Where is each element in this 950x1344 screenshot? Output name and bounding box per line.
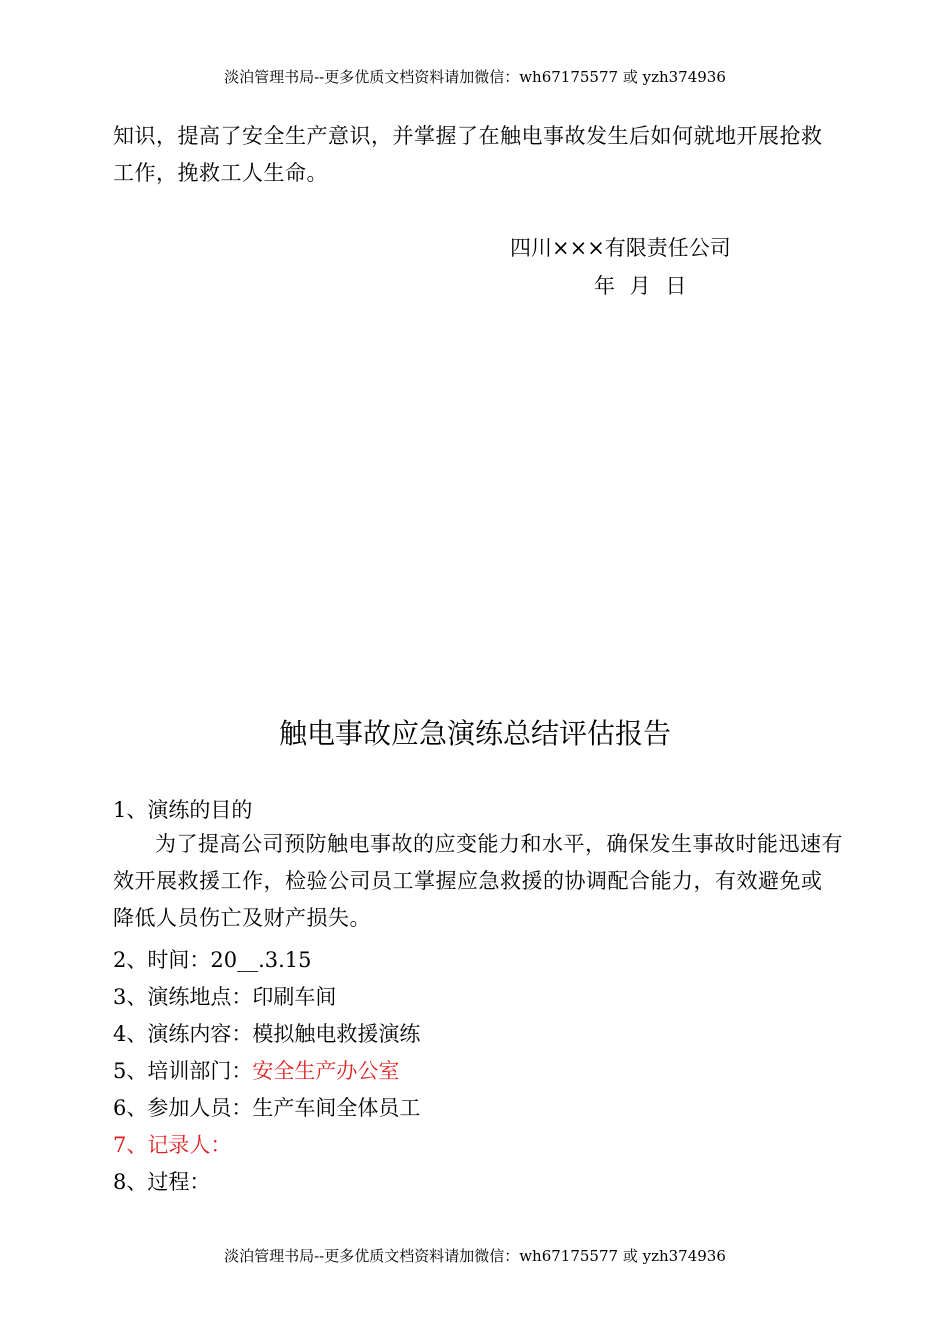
purpose-body: 为了提高公司预防触电事故的应变能力和水平，确保发生事故时能迅速有效开展救援工作，检验公司员工掌握应急救援的协调配合能力，有效避免或降低人员伤亡及财产损失。 — [113, 832, 843, 930]
continuation-paragraph: 知识，提高了安全生产意识，并掌握了在触电事故发生后如何就地开展抢救工作，挽救工人生命。 — [113, 124, 823, 185]
dept-label: 5、培训部门： — [113, 1059, 253, 1083]
dept-value: 安全生产办公室 — [252, 1059, 400, 1083]
signature-date: 年 月 日 — [594, 274, 687, 298]
page-header: 淡泊管理书局--更多优质文档资料请加微信：wh67175577 或 yzh374936 — [224, 68, 726, 86]
location-item: 3、演练地点：印刷车间 — [113, 985, 337, 1009]
participants-item: 6、参加人员：生产车间全体员工 — [113, 1096, 421, 1120]
process-item: 8、过程： — [113, 1170, 211, 1194]
dept-item — [113, 1055, 399, 1085]
recorder-item: 7、记录人： — [113, 1133, 232, 1157]
content-item: 4、演练内容：模拟触电救援演练 — [113, 1022, 421, 1046]
signature-company: 四川×××有限责任公司 — [510, 236, 731, 260]
page-footer: 淡泊管理书局--更多优质文档资料请加微信：wh67175577 或 yzh374936 — [224, 1247, 726, 1265]
report-title: 触电事故应急演练总结评估报告 — [278, 717, 671, 750]
purpose-heading: 1、演练的目的 — [113, 798, 253, 822]
time-item: 2、时间：20__.3.15 — [113, 948, 312, 972]
